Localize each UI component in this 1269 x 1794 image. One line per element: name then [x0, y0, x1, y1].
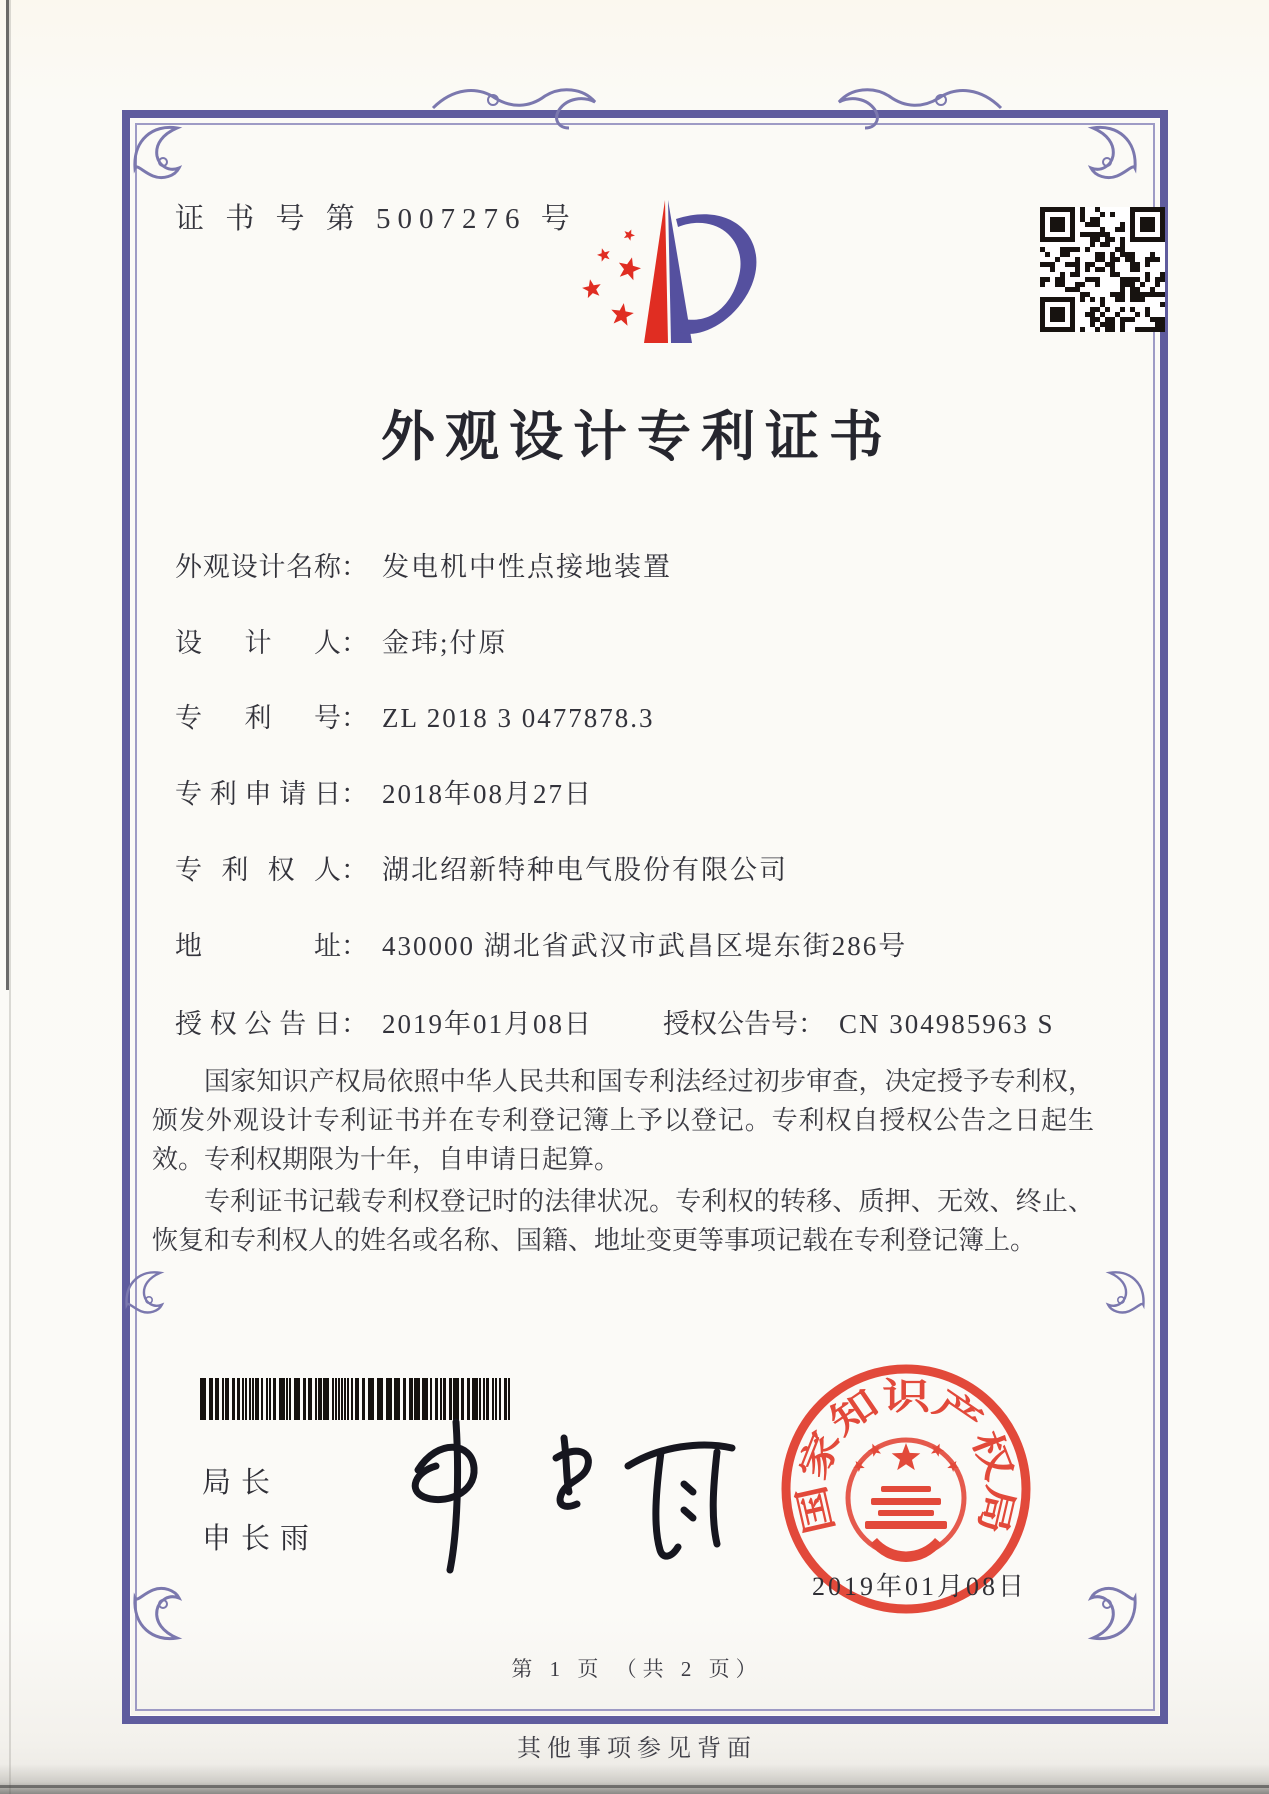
field-label: 专利号 — [175, 703, 341, 733]
body-paragraph-2: 专利证书记载专利权登记时的法律状况。专利权的转移、质押、无效、终止、恢复和专利权人的姓名或名称、国籍、地址变更等事项记载在专利登记簿上。 — [152, 1187, 1094, 1255]
director-title: 局长 — [202, 1467, 281, 1499]
field-row-designer — [175, 621, 1125, 660]
field-value: 2018年08月27日 — [382, 779, 593, 809]
page-footer: 第 1 页 （共 2 页） — [511, 1657, 763, 1681]
scan-shadow-bottom — [0, 1764, 1269, 1794]
field-row-grant-date — [175, 1002, 1125, 1041]
field-colon: ： — [341, 628, 368, 658]
body-paragraph-1: 国家知识产权局依照中华人民共和国专利法经过初步审查，决定授予专利权，颁发外观设计专利证书并在专利登记簿上予以登记。专利权自授权公告之日起生效。专利权期限为十年，自申请日起算。 — [152, 1067, 1094, 1174]
field-label: 授权公告日 — [175, 1009, 341, 1039]
field-colon: ： — [341, 931, 368, 961]
field-row-patentee — [175, 848, 1125, 887]
back-note: 其他事项参见背面 — [517, 1736, 757, 1762]
field-colon: ： — [798, 1009, 825, 1039]
field-value: 2019年01月08日 — [382, 1009, 593, 1039]
field-value: 湖北绍新特种电气股份有限公司 — [382, 855, 788, 885]
director-name: 申长雨 — [202, 1523, 320, 1555]
seal-text: 国家知识产权局 — [793, 1376, 1021, 1538]
field-colon: ： — [341, 552, 368, 582]
field-colon: ： — [341, 855, 368, 885]
signature-icon — [360, 1408, 760, 1583]
certificate-title: 外观设计专利证书 — [381, 407, 893, 467]
field-label: 外观设计名称 — [175, 552, 341, 582]
grant-number-group — [663, 1002, 1055, 1041]
certificate-number: 证 书 号 第 5007276 号 — [175, 203, 577, 235]
field-row-patent-number — [175, 696, 1125, 735]
field-row-filing-date — [175, 772, 1125, 811]
scan-edge-bottom — [0, 1785, 1269, 1788]
body-text — [152, 1062, 1094, 1263]
field-colon: ： — [341, 779, 368, 809]
field-label: 设计人 — [175, 628, 341, 658]
field-value: 发电机中性点接地装置 — [382, 552, 672, 582]
field-value: ZL 2018 3 0477878.3 — [382, 703, 655, 733]
field-row-address — [175, 924, 1125, 963]
field-label: 专利申请日 — [175, 779, 341, 809]
field-label: 地址 — [175, 931, 341, 961]
field-row-design-name — [175, 545, 1125, 584]
field-colon: ： — [341, 1009, 368, 1039]
field-value: 金玮;付原 — [382, 628, 508, 658]
scan-edge-left-2 — [9, 0, 11, 1794]
field-value: CN 304985963 S — [839, 1009, 1055, 1039]
field-label: 专利权人 — [175, 855, 341, 885]
field-label: 授权公告号 — [663, 1009, 798, 1039]
field-colon: ： — [341, 703, 368, 733]
field-value: 430000 湖北省武汉市武昌区堤东街286号 — [382, 931, 908, 961]
seal-date: 2019年01月08日 — [812, 1572, 1028, 1601]
